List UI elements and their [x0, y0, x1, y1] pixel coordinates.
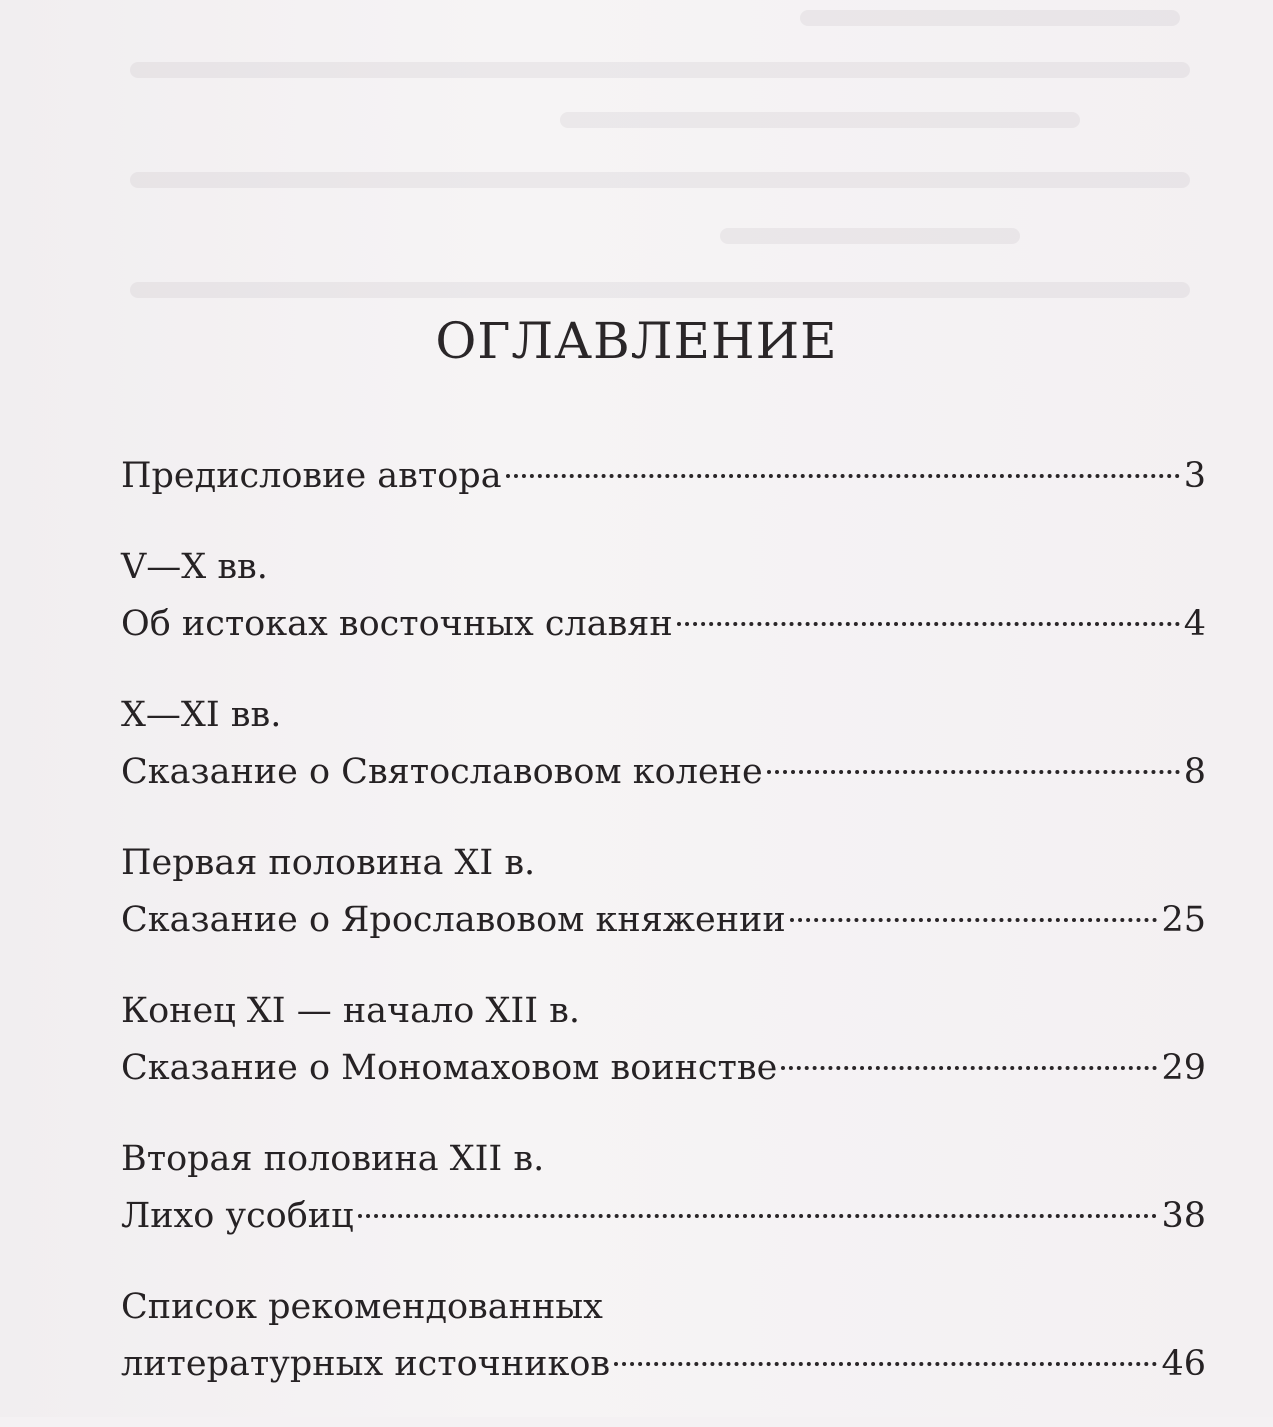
toc-page-number: 38	[1161, 1196, 1206, 1236]
page-title: ОГЛАВЛЕНИЕ	[435, 312, 838, 370]
bleed-through-line	[720, 228, 1020, 244]
toc-page-number: 3	[1183, 456, 1206, 496]
toc-period: Первая половина XI в.	[121, 843, 536, 883]
toc-label: Сказание о Ярославовом княжении	[121, 900, 786, 940]
dot-leader	[358, 1214, 1158, 1218]
toc-period: Конец XI — начало XII в.	[121, 991, 580, 1031]
dot-leader	[506, 474, 1180, 478]
toc-entry	[121, 448, 1206, 505]
dot-leader	[790, 918, 1158, 922]
toc-period: Список рекомендованных	[121, 1287, 603, 1327]
dot-leader	[677, 622, 1180, 626]
toc-row	[121, 744, 1206, 801]
bleed-through-line	[560, 112, 1080, 128]
toc-page-number: 8	[1183, 752, 1206, 792]
toc-label: Лихо усобиц	[121, 1196, 354, 1236]
toc-entry	[121, 1131, 1206, 1245]
toc-row	[121, 1188, 1206, 1245]
toc-page-number: 46	[1161, 1344, 1206, 1384]
toc-page-number: 29	[1161, 1048, 1206, 1088]
toc-entry	[121, 835, 1206, 949]
toc-period: V—X вв.	[121, 547, 268, 587]
bleed-through-line	[130, 172, 1190, 188]
toc-entry	[121, 539, 1206, 653]
toc-label: Сказание о Мономаховом воинстве	[121, 1048, 778, 1088]
toc-row	[121, 1336, 1206, 1393]
toc-row	[121, 1040, 1206, 1097]
bleed-through-line	[800, 10, 1180, 26]
toc-entry	[121, 687, 1206, 801]
bleed-through-line	[130, 62, 1190, 78]
toc-period: X—XI вв.	[121, 695, 282, 735]
toc-label: Предисловие автора	[121, 456, 502, 496]
toc-label: Об истоках восточных славян	[121, 604, 673, 644]
table-of-contents	[121, 448, 1206, 1427]
toc-period: Вторая половина XII в.	[121, 1139, 545, 1179]
toc-label: литературных источников	[121, 1344, 611, 1384]
bleed-through-line	[130, 282, 1190, 298]
toc-row	[121, 596, 1206, 653]
toc-row	[121, 892, 1206, 949]
toc-entry	[121, 983, 1206, 1097]
toc-entry	[121, 1279, 1206, 1393]
toc-page-number: 25	[1161, 900, 1206, 940]
dot-leader	[767, 770, 1180, 774]
toc-label: Сказание о Святославовом колене	[121, 752, 763, 792]
dot-leader	[614, 1362, 1157, 1366]
dot-leader	[781, 1066, 1157, 1070]
toc-page-number: 4	[1183, 604, 1206, 644]
toc-row	[121, 448, 1206, 505]
